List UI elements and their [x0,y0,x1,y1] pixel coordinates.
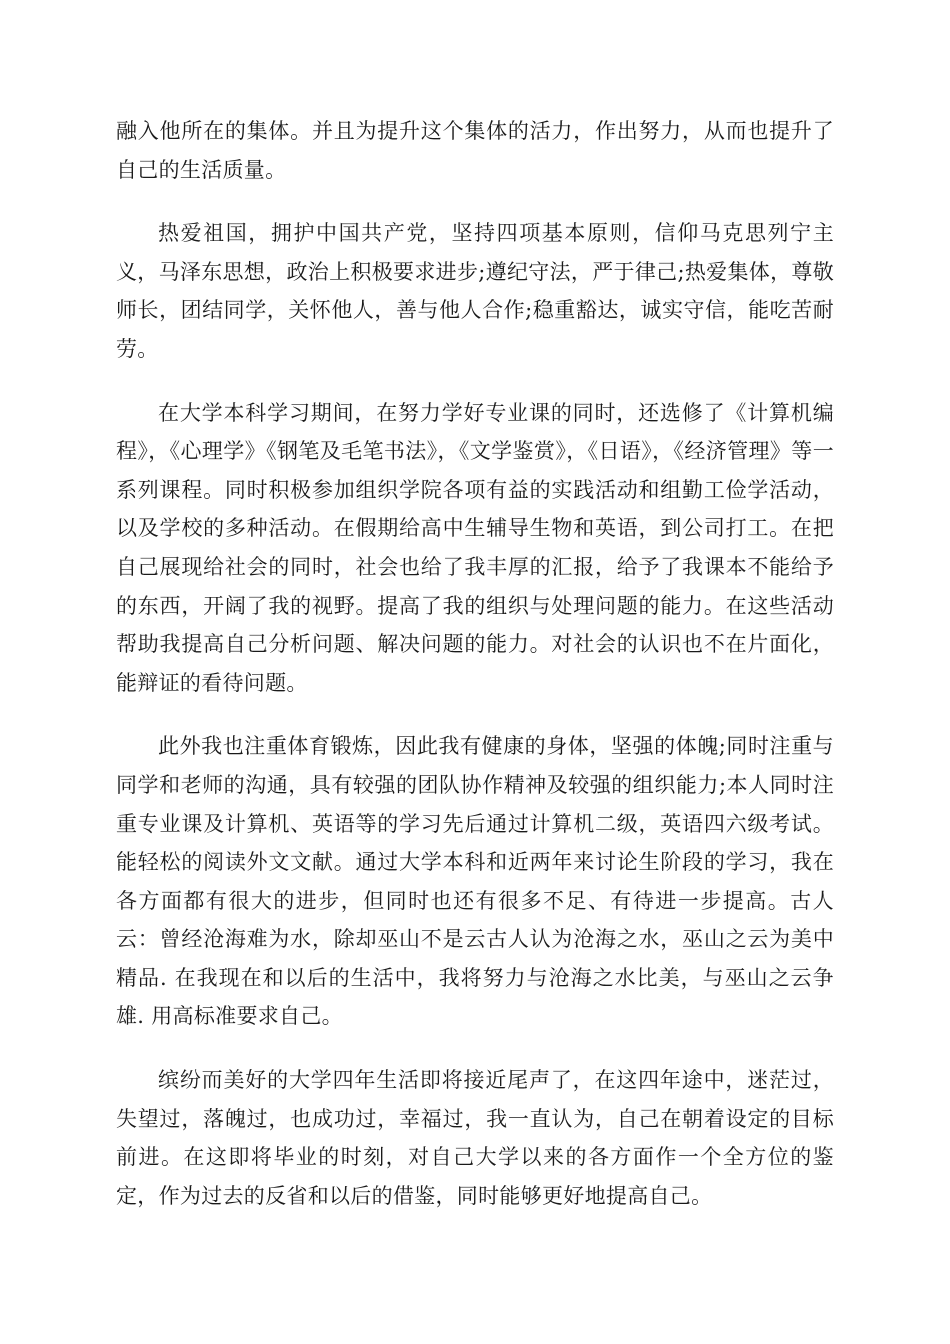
paragraph-sports-skills: 此外我也注重体育锻炼，因此我有健康的身体，坚强的体魄;同时注重与同学和老师的沟通，具有较强的团队协作精神及较强的组织能力;本人同时注重专业课及计算机、英语等的学习先后通过计算机二级，英语四六级考试。能轻松的阅读外文文献。通过大学本科和近两年来讨论生阶段的学习，我在各方面都有很大的进步，但同时也还有很多不足、有待进一步提高。古人云：曾经沧海难为水，除却巫山不是云古人认为沧海之水，巫山之云为美中精品. 在我现在和以后的生活中，我将努力与沧海之水比美，与巫山之云争雄. 用高标准要求自己。 [116,734,834,1029]
paragraph-conclusion: 缤纷而美好的大学四年生活即将接近尾声了，在这四年途中，迷茫过，失望过，落魄过，也成功过，幸福过，我一直认为，自己在朝着设定的目标前进。在这即将毕业的时刻，对自己大学以来的各方面作一个全方位的鉴定，作为过去的反省和以后的借鉴，同时能够更好地提高自己。 [116,1068,834,1208]
paragraph-study-activities: 在大学本科学习期间，在努力学好专业课的同时，还选修了《计算机编程》，《心理学》《钢笔及毛笔书法》，《文学鉴赏》，《日语》，《经济管理》等一系列课程。同时积极参加组织学院各项有益的实践活动和组勤工俭学活动，以及学校的多种活动。在假期给高中生辅导生物和英语，到公司打工。在把自己展现给社会的同时，社会也给了我丰厚的汇报，给予了我课本不能给予的东西，开阔了我的视野。提高了我的组织与处理问题的能力。在这些活动帮助我提高自己分析问题、解决问题的能力。对社会的认识也不在片面化，能辩证的看待问题。 [116,400,834,695]
paragraph-political-character: 热爱祖国，拥护中国共产党，坚持四项基本原则，信仰马克思列宁主义，马泽东思想，政治上积极要求进步;遵纪守法，严于律己;热爱集体，尊敬师长，团结同学，关怀他人，善与他人合作;稳重豁达，诚实守信，能吃苦耐劳。 [116,221,834,361]
paragraph-continuation: 融入他所在的集体。并且为提升这个集体的活力，作出努力，从而也提升了自己的生活质量。 [116,119,834,182]
